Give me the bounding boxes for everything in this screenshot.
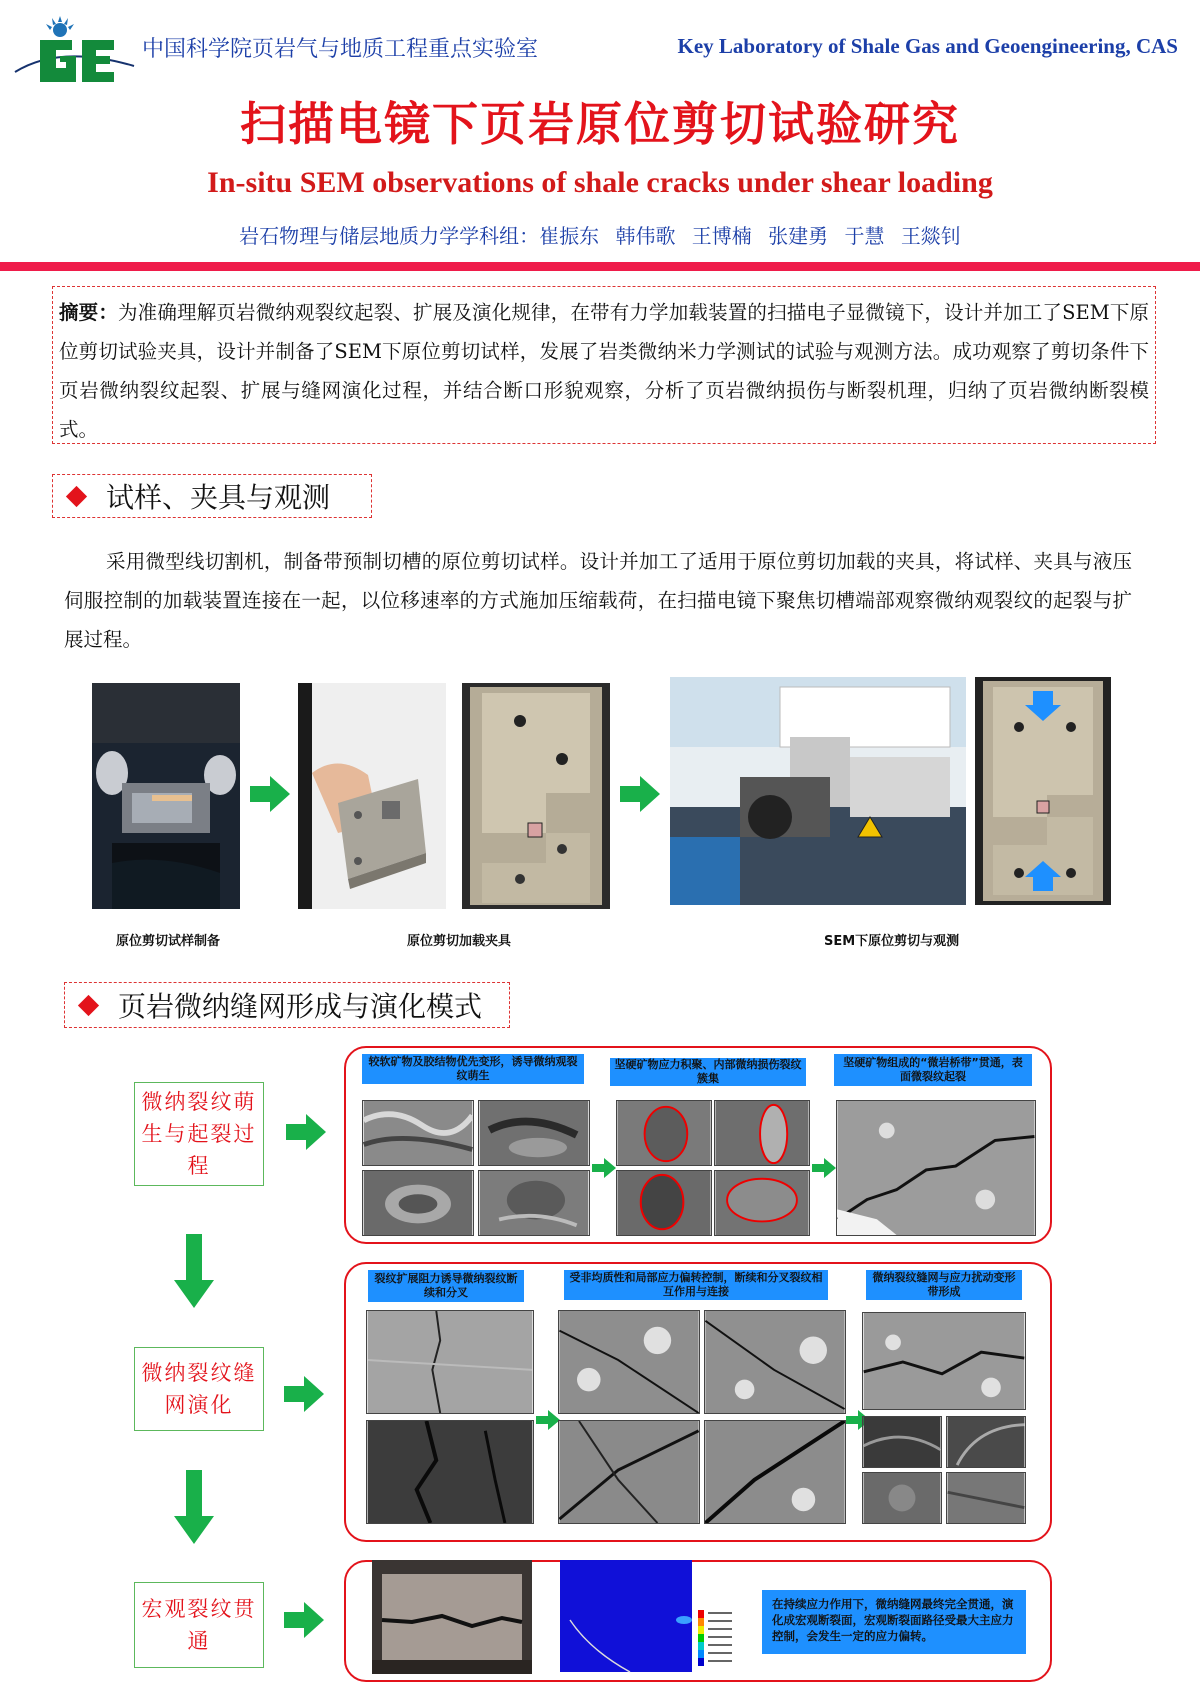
caption-fixture: 原位剪切加载夹具 — [407, 934, 512, 949]
header-divider — [0, 262, 1200, 271]
stage-box-network — [134, 1347, 264, 1431]
sem-image — [714, 1170, 810, 1236]
flow-arrow-right-icon — [282, 1374, 326, 1414]
flow-arrow-right-icon — [248, 774, 292, 814]
abstract-box — [52, 286, 1156, 444]
ge-logo — [10, 10, 140, 90]
sem-image — [836, 1100, 1036, 1236]
sem-image — [362, 1170, 474, 1236]
shear-loading-photo — [975, 677, 1111, 905]
lab-name-cn: 中国科学院页岩气与地质工程重点实验室 — [142, 37, 539, 62]
fixture-closeup-photo — [462, 683, 610, 909]
abstract-label: 摘要： — [59, 301, 119, 324]
sem-image — [362, 1100, 474, 1166]
caption-row1-c: 坚硬矿物组成的“微岩桥带”贯通，表面微裂纹起裂 — [834, 1054, 1032, 1086]
section-header-specimen — [52, 474, 372, 518]
section-title: 页岩微纳缝网形成与演化模式 — [118, 990, 483, 1023]
stage-label: 宏观裂纹贯通 — [141, 1597, 257, 1653]
sem-image — [862, 1416, 942, 1468]
sem-image — [478, 1170, 590, 1236]
sem-image — [558, 1310, 700, 1414]
sem-image — [946, 1472, 1026, 1524]
sem-image — [366, 1310, 534, 1414]
color-legend — [696, 1606, 736, 1672]
flow-arrow-right-icon — [284, 1112, 328, 1152]
poster-title-en: In-situ SEM observations of shale cracks under shear loading — [207, 166, 993, 199]
caption-row1-b: 坚硬矿物应力积聚、内部微纳损伤裂纹簇集 — [610, 1058, 806, 1086]
diamond-bullet-icon — [66, 485, 87, 506]
conclusion-note: 在持续应力作用下，微纳缝网最终完全贯通，演化成宏观断裂面，宏观断裂面路径受最大主应力控制，会发生一定的应力偏转。 — [762, 1590, 1026, 1654]
flow-arrow-down-icon — [172, 1468, 216, 1546]
flow-arrow-right-icon — [282, 1600, 326, 1640]
lab-name-en: Key Laboratory of Shale Gas and Geoengineering, CAS — [677, 34, 1178, 58]
small-arrow-right-icon — [812, 1158, 836, 1178]
poster-title-cn: 扫描电镜下页岩原位剪切试验研究 — [240, 97, 960, 151]
stage-label: 微纳裂纹萌生与起裂过程 — [141, 1090, 257, 1178]
macro-fracture-photo — [372, 1560, 532, 1674]
sem-image — [704, 1310, 846, 1414]
sem-image — [558, 1420, 700, 1524]
author-line: 岩石物理与储层地质力学学科组：崔振东 韩伟歌 王博楠 张建勇 于慧 王燚钊 — [239, 224, 961, 248]
sem-image — [478, 1100, 590, 1166]
specimen-prep-photo — [92, 683, 240, 909]
section-title: 试样、夹具与观测 — [106, 481, 331, 514]
caption-specimen-prep: 原位剪切试样制备 — [116, 934, 221, 949]
sem-setup-photo — [670, 677, 966, 905]
stage-label: 微纳裂纹缝网演化 — [141, 1361, 257, 1417]
fixture-hand-photo — [298, 683, 446, 909]
caption-row2-b: 受非均质性和局部应力偏转控制，断续和分叉裂纹相互作用与连接 — [564, 1270, 828, 1300]
stage-box-initiation — [134, 1082, 264, 1186]
small-arrow-right-icon — [536, 1410, 560, 1430]
sem-image — [704, 1420, 846, 1524]
small-arrow-right-icon — [592, 1158, 616, 1178]
simulation-plot — [560, 1560, 692, 1674]
section-paragraph: 采用微型线切割机，制备带预制切槽的原位剪切试样。设计并加工了适用于原位剪切加载的夹具，将试样、夹具与液压伺服控制的加载装置连接在一起，以位移速率的方式施加压缩载荷，在扫描电镜下聚焦切槽端部观察微纳观裂纹的起裂与扩展过程。 — [64, 550, 1132, 651]
caption-sem-observation: SEM下原位剪切与观测 — [824, 934, 960, 949]
caption-row1-a: 较软矿物及胶结物优先变形，诱导微纳观裂纹萌生 — [362, 1054, 584, 1084]
section-header-fracture-network — [64, 982, 510, 1028]
caption-row2-a: 裂纹扩展阻力诱导微纳裂纹断续和分叉 — [368, 1270, 524, 1302]
sem-image — [714, 1100, 810, 1166]
flow-arrow-down-icon — [172, 1232, 216, 1310]
sem-image — [616, 1170, 712, 1236]
sem-image — [946, 1416, 1026, 1468]
stage-box-through — [134, 1582, 264, 1668]
abstract-text: 为准确理解页岩微纳观裂纹起裂、扩展及演化规律，在带有力学加载装置的扫描电子显微镜下，设计并加工了SEM下原位剪切试验夹具，设计并制备了SEM下原位剪切试样，发展了岩类微纳米力学测试的试验与观测方法。成功观察了剪切条件下页岩微纳裂纹起裂、扩展与缝网演化过程，并结合断口形貌观察，分析了页岩微纳损伤与断裂机理，归纳了页岩微纳断裂模式。 — [59, 301, 1149, 441]
sem-image — [366, 1420, 534, 1524]
sem-image — [862, 1312, 1026, 1410]
caption-row2-c: 微纳裂纹缝网与应力扰动变形带形成 — [866, 1270, 1022, 1300]
sem-image — [616, 1100, 712, 1166]
flow-arrow-right-icon — [618, 774, 662, 814]
diamond-bullet-icon — [78, 994, 99, 1015]
sem-image — [862, 1472, 942, 1524]
